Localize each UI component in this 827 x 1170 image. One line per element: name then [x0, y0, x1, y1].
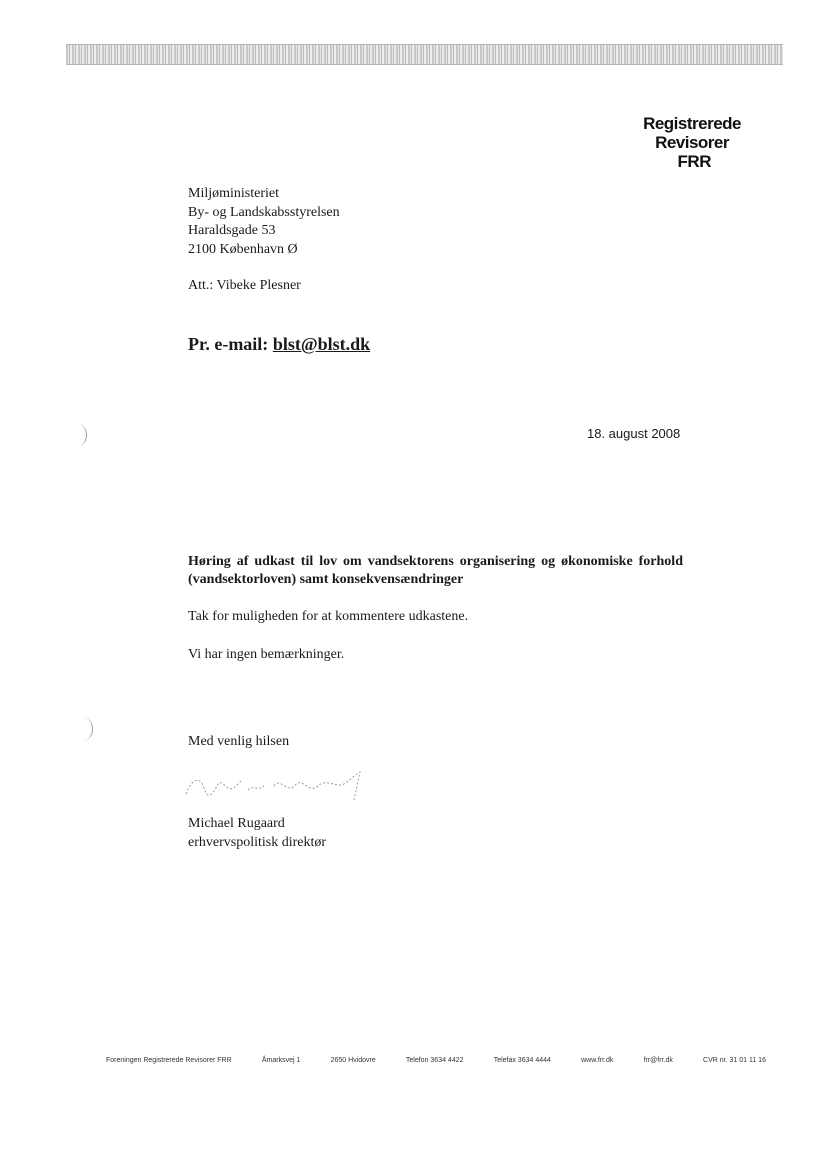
attention-line: Att.: Vibeke Plesner — [188, 278, 301, 293]
punch-hole-mark — [76, 718, 93, 740]
recipient-line-3: Haraldsgade 53 — [188, 223, 276, 238]
logo-line-3: FRR — [677, 152, 711, 171]
footer-phone: Telefon 3634 4422 — [405, 1057, 464, 1064]
letter-subject: Høring af udkast til lov om vandsektorens organisering og økonomiske forhold (vandsektorloven) samt konsekvensændringer — [188, 554, 683, 587]
footer-web[interactable]: www.frr.dk — [581, 1057, 614, 1064]
handwritten-signature — [178, 766, 378, 806]
frr-logo — [643, 114, 741, 171]
footer-fax: Telefax 3634 4444 — [493, 1057, 551, 1064]
email-line — [188, 334, 370, 355]
letter-footer — [106, 1057, 766, 1064]
signatory-title: erhvervspolitisk direktør — [188, 834, 327, 850]
email-prefix: Pr. e-mail: — [188, 334, 273, 354]
recipient-line-2: By- og Landskabsstyrelsen — [188, 204, 340, 220]
signatory-name: Michael Rugaard — [188, 816, 285, 831]
footer-city: 2650 Hvidovre — [330, 1057, 376, 1064]
footer-org: Foreningen Registrerede Revisorer FRR — [106, 1057, 232, 1064]
email-link[interactable]: blst@blst.dk — [272, 334, 371, 354]
recipient-line-1: Miljøministeriet — [188, 186, 279, 201]
logo-line-1: Registrerede — [643, 114, 741, 133]
letter-date: 18. august 2008 — [587, 426, 681, 441]
footer-street: Åmarksvej 1 — [261, 1057, 301, 1064]
recipient-address — [188, 185, 340, 259]
footer-cvr: CVR nr. 31 01 11 16 — [703, 1057, 766, 1064]
body-paragraph-1: Tak for muligheden for at kommentere udkastene. — [188, 609, 469, 624]
punch-hole-mark — [70, 424, 87, 446]
body-paragraph-2: Vi har ingen bemærkninger. — [188, 647, 345, 662]
closing-greeting: Med venlig hilsen — [188, 734, 290, 749]
signatory-block — [188, 815, 326, 852]
logo-line-2: Revisorer — [655, 133, 729, 152]
footer-mail[interactable]: frr@frr.dk — [643, 1057, 673, 1064]
recipient-line-4: 2100 København Ø — [188, 241, 298, 257]
scan-header-bar — [66, 44, 783, 65]
